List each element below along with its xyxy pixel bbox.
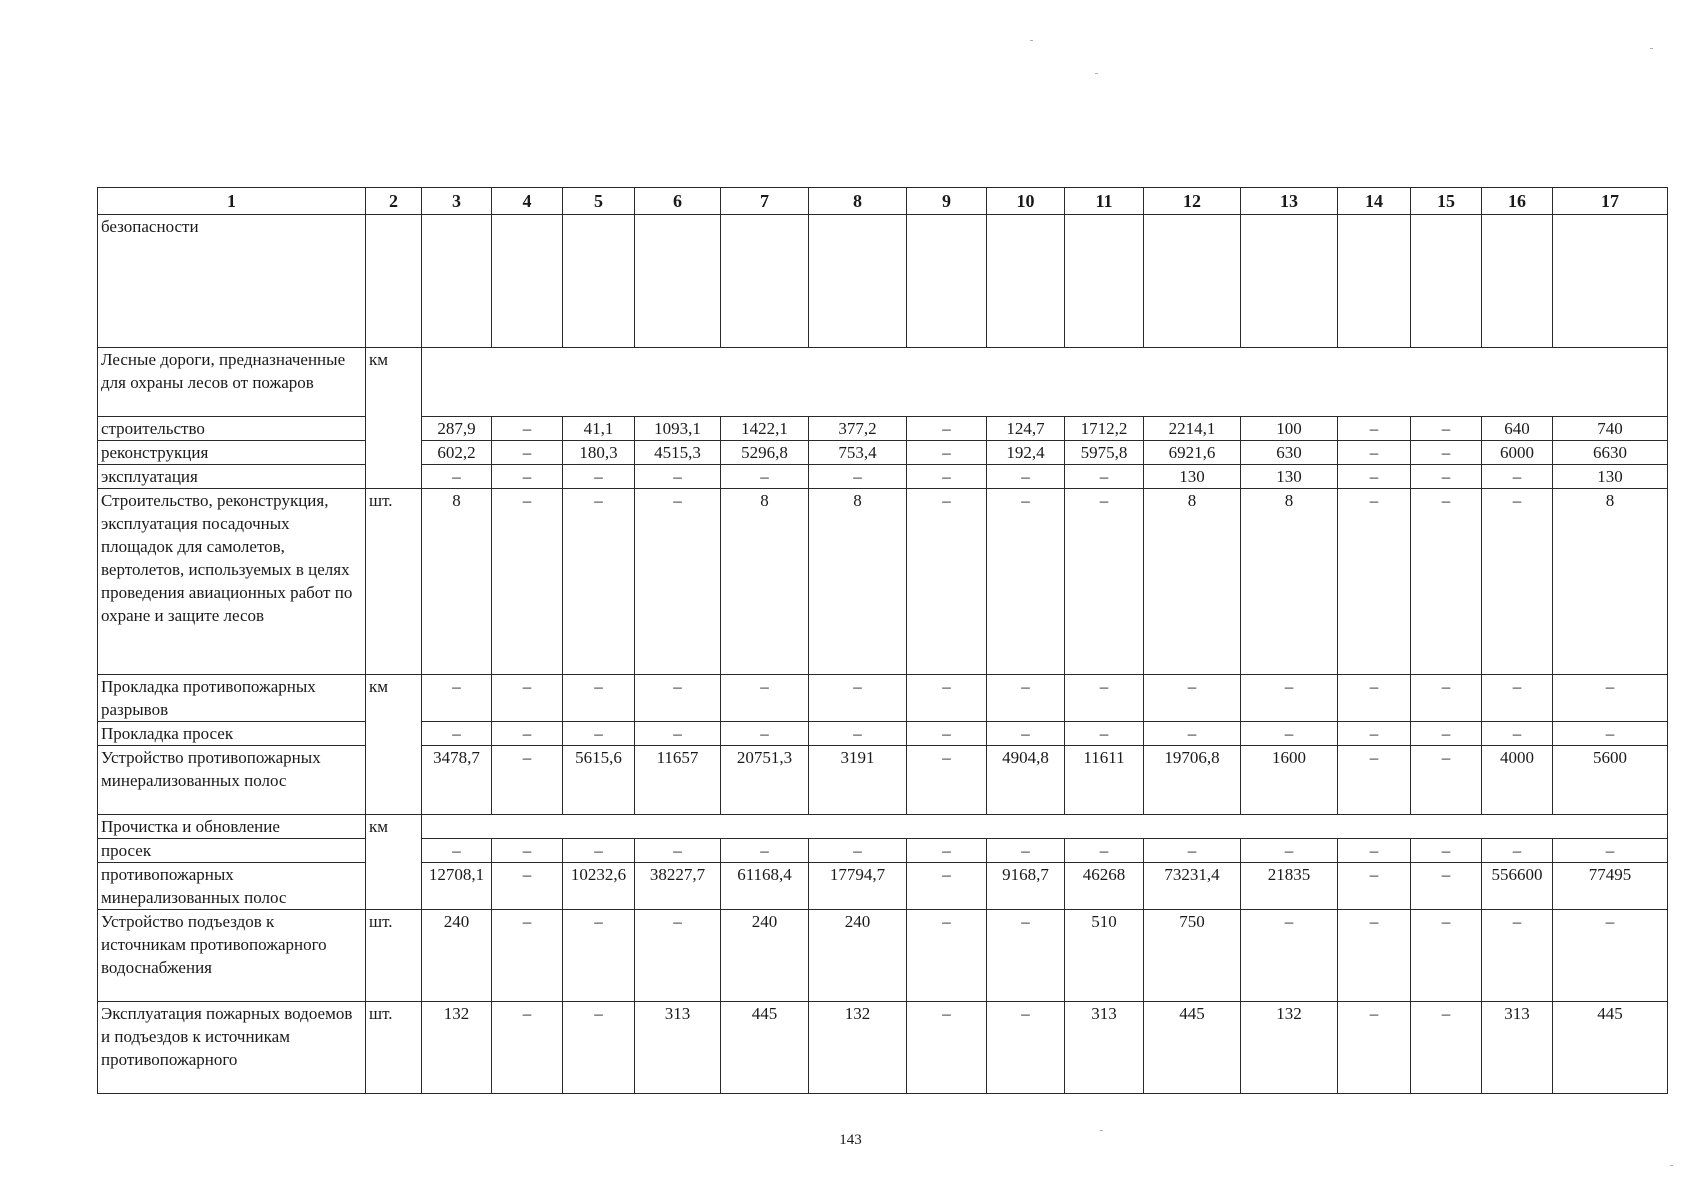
value-cell: – xyxy=(1338,722,1411,746)
row-label: реконструкция xyxy=(98,441,366,465)
value-cell: – xyxy=(1482,489,1553,675)
value-cell: – xyxy=(1482,722,1553,746)
table-row xyxy=(98,348,1668,417)
unit-cell: шт. xyxy=(366,910,422,1002)
value-cell: – xyxy=(1241,675,1338,722)
value-cell: 602,2 xyxy=(422,441,492,465)
unit-cell: шт. xyxy=(366,489,422,675)
value-cell: – xyxy=(492,465,563,489)
header-cell: 4 xyxy=(492,188,563,215)
value-cell: – xyxy=(1482,910,1553,1002)
value-cell: – xyxy=(987,489,1065,675)
value-cell: – xyxy=(987,910,1065,1002)
value-cell: – xyxy=(563,910,635,1002)
value-cell: – xyxy=(907,839,987,863)
value-cell: – xyxy=(1411,441,1482,465)
value-cell: 5296,8 xyxy=(721,441,809,465)
value-cell: – xyxy=(809,675,907,722)
value-cell: 124,7 xyxy=(987,417,1065,441)
value-cell: – xyxy=(422,839,492,863)
value-cell: – xyxy=(1553,675,1668,722)
value-cell: 8 xyxy=(809,489,907,675)
value-cell: – xyxy=(1411,839,1482,863)
table-row xyxy=(98,863,1668,910)
value-cell: – xyxy=(987,839,1065,863)
value-cell: – xyxy=(907,863,987,910)
header-cell: 14 xyxy=(1338,188,1411,215)
value-cell: 1712,2 xyxy=(1065,417,1144,441)
value-cell: – xyxy=(563,839,635,863)
value-cell: – xyxy=(907,675,987,722)
value-cell: – xyxy=(907,489,987,675)
value-cell: – xyxy=(1241,910,1338,1002)
row-label: безопасности xyxy=(98,215,366,348)
value-cell: – xyxy=(1411,910,1482,1002)
value-cell: 240 xyxy=(422,910,492,1002)
value-cell: – xyxy=(563,465,635,489)
value-cell: – xyxy=(1411,465,1482,489)
scan-speck xyxy=(1095,73,1098,74)
header-cell: 7 xyxy=(721,188,809,215)
value-cell: 8 xyxy=(1553,489,1668,675)
value-cell: – xyxy=(1338,489,1411,675)
value-cell: – xyxy=(1482,465,1553,489)
value-cell: 1422,1 xyxy=(721,417,809,441)
value-cell: 4904,8 xyxy=(987,746,1065,815)
value-cell: – xyxy=(1411,417,1482,441)
unit-cell: км xyxy=(366,815,422,910)
value-cell: 6921,6 xyxy=(1144,441,1241,465)
value-cell: 510 xyxy=(1065,910,1144,1002)
value-cell: 5975,8 xyxy=(1065,441,1144,465)
value-cell: 19706,8 xyxy=(1144,746,1241,815)
value-cell: – xyxy=(1065,839,1144,863)
value-cell: – xyxy=(1411,863,1482,910)
value-cell: 8 xyxy=(721,489,809,675)
value-cell: – xyxy=(1411,1002,1482,1094)
value-cell: – xyxy=(422,722,492,746)
value-cell: – xyxy=(1144,839,1241,863)
value-cell: 9168,7 xyxy=(987,863,1065,910)
table-row xyxy=(98,746,1668,815)
value-cell: 20751,3 xyxy=(721,746,809,815)
table-row xyxy=(98,675,1668,722)
table-row xyxy=(98,722,1668,746)
value-cell: – xyxy=(492,910,563,1002)
value-cell: – xyxy=(635,910,721,1002)
value-cell: – xyxy=(492,417,563,441)
value-cell: 130 xyxy=(1241,465,1338,489)
value-cell: 41,1 xyxy=(563,417,635,441)
table-row xyxy=(98,839,1668,863)
value-cell: – xyxy=(1338,746,1411,815)
unit-cell: км xyxy=(366,348,422,489)
value-cell: 21835 xyxy=(1241,863,1338,910)
value-cell: 753,4 xyxy=(809,441,907,465)
value-cell: – xyxy=(1065,675,1144,722)
value-cell: – xyxy=(907,1002,987,1094)
value-cell: – xyxy=(987,675,1065,722)
value-cell: 445 xyxy=(1553,1002,1668,1094)
value-cell: 46268 xyxy=(1065,863,1144,910)
value-cell: – xyxy=(635,465,721,489)
value-cell: – xyxy=(563,489,635,675)
value-cell: – xyxy=(422,675,492,722)
value-cell: – xyxy=(1065,489,1144,675)
value-cell: 38227,7 xyxy=(635,863,721,910)
header-cell: 16 xyxy=(1482,188,1553,215)
value-cell: – xyxy=(809,465,907,489)
value-cell: 6630 xyxy=(1553,441,1668,465)
row-label: Устройство подъездов к источникам противопожарного водоснабжения xyxy=(98,910,366,1002)
value-cell: 12708,1 xyxy=(422,863,492,910)
value-cell: 2214,1 xyxy=(1144,417,1241,441)
value-cell: 4000 xyxy=(1482,746,1553,815)
value-cell: 240 xyxy=(809,910,907,1002)
header-cell: 17 xyxy=(1553,188,1668,215)
header-cell: 2 xyxy=(366,188,422,215)
value-cell: – xyxy=(987,1002,1065,1094)
scan-speck xyxy=(1670,1165,1673,1166)
value-cell: – xyxy=(492,863,563,910)
value-cell: – xyxy=(1338,465,1411,489)
value-cell: 445 xyxy=(1144,1002,1241,1094)
value-cell: 130 xyxy=(1553,465,1668,489)
value-cell: 77495 xyxy=(1553,863,1668,910)
value-cell: – xyxy=(563,675,635,722)
row-label: Прочистка и обновление xyxy=(98,815,366,839)
value-cell: – xyxy=(809,722,907,746)
value-cell: 313 xyxy=(1482,1002,1553,1094)
row-label: Прокладка просек xyxy=(98,722,366,746)
value-cell: – xyxy=(1241,839,1338,863)
value-cell: – xyxy=(1144,722,1241,746)
value-cell: – xyxy=(1553,722,1668,746)
value-cell: – xyxy=(721,839,809,863)
value-cell: – xyxy=(907,417,987,441)
header-cell: 3 xyxy=(422,188,492,215)
unit-cell: км xyxy=(366,675,422,815)
value-cell: 240 xyxy=(721,910,809,1002)
value-cell: 4515,3 xyxy=(635,441,721,465)
value-cell: – xyxy=(907,441,987,465)
row-label: Строительство, реконструкция, эксплуатация посадочных площадок для самолетов, вертолетов, используемых в целях проведения авиационных работ по охране и защите лесов xyxy=(98,489,366,675)
value-cell: 313 xyxy=(635,1002,721,1094)
row-label: просек xyxy=(98,839,366,863)
value-cell: – xyxy=(1338,675,1411,722)
table-row xyxy=(98,417,1668,441)
row-label: Эксплуатация пожарных водоемов и подъездов к источникам противопожарного xyxy=(98,1002,366,1094)
value-cell: – xyxy=(635,489,721,675)
value-cell: 132 xyxy=(422,1002,492,1094)
value-cell: 180,3 xyxy=(563,441,635,465)
value-cell: – xyxy=(563,722,635,746)
value-cell: 100 xyxy=(1241,417,1338,441)
value-cell: – xyxy=(1338,441,1411,465)
value-cell: 73231,4 xyxy=(1144,863,1241,910)
value-cell: 130 xyxy=(1144,465,1241,489)
value-cell: – xyxy=(1411,746,1482,815)
header-row xyxy=(98,188,1668,215)
value-cell: – xyxy=(1553,839,1668,863)
value-cell: 630 xyxy=(1241,441,1338,465)
value-cell: – xyxy=(1411,722,1482,746)
table-row xyxy=(98,489,1668,675)
value-cell: 61168,4 xyxy=(721,863,809,910)
table-row xyxy=(98,215,1668,348)
table-row xyxy=(98,910,1668,1002)
value-cell: – xyxy=(563,1002,635,1094)
value-cell: – xyxy=(721,675,809,722)
header-cell: 9 xyxy=(907,188,987,215)
value-cell: – xyxy=(907,722,987,746)
header-cell: 5 xyxy=(563,188,635,215)
value-cell: 740 xyxy=(1553,417,1668,441)
value-cell: – xyxy=(1065,722,1144,746)
value-cell: – xyxy=(1411,675,1482,722)
value-cell: – xyxy=(1338,863,1411,910)
value-cell: – xyxy=(422,465,492,489)
row-label: Устройство противопожарных минерализованных полос xyxy=(98,746,366,815)
value-cell: – xyxy=(492,839,563,863)
value-cell: – xyxy=(1338,417,1411,441)
value-cell: – xyxy=(1338,910,1411,1002)
row-label: эксплуатация xyxy=(98,465,366,489)
row-label: противопожарных минерализованных полос xyxy=(98,863,366,910)
value-cell: 445 xyxy=(721,1002,809,1094)
value-cell: – xyxy=(492,441,563,465)
value-cell: 1093,1 xyxy=(635,417,721,441)
value-cell: 10232,6 xyxy=(563,863,635,910)
header-cell: 1 xyxy=(98,188,366,215)
value-cell: 1600 xyxy=(1241,746,1338,815)
table-row xyxy=(98,465,1668,489)
value-cell: – xyxy=(1482,675,1553,722)
value-cell: 556600 xyxy=(1482,863,1553,910)
value-cell: – xyxy=(1241,722,1338,746)
value-cell: 3191 xyxy=(809,746,907,815)
row-label: строительство xyxy=(98,417,366,441)
value-cell: – xyxy=(1411,489,1482,675)
value-cell: – xyxy=(635,675,721,722)
value-cell: – xyxy=(1338,1002,1411,1094)
value-cell: 750 xyxy=(1144,910,1241,1002)
value-cell: 5600 xyxy=(1553,746,1668,815)
forest-fire-measures-table xyxy=(97,187,1668,1094)
value-cell: – xyxy=(907,910,987,1002)
value-cell: – xyxy=(492,1002,563,1094)
value-cell: 8 xyxy=(422,489,492,675)
value-cell: 3478,7 xyxy=(422,746,492,815)
value-cell: – xyxy=(492,722,563,746)
row-label: Лесные дороги, предназначенные для охраны лесов от пожаров xyxy=(98,348,366,417)
value-cell: 8 xyxy=(1241,489,1338,675)
table-row xyxy=(98,1002,1668,1094)
scan-speck xyxy=(1030,40,1033,41)
value-cell: 6000 xyxy=(1482,441,1553,465)
value-cell: – xyxy=(987,465,1065,489)
value-cell: – xyxy=(809,839,907,863)
value-cell: – xyxy=(492,489,563,675)
value-cell: – xyxy=(635,839,721,863)
header-cell: 6 xyxy=(635,188,721,215)
value-cell: – xyxy=(1338,839,1411,863)
value-cell: – xyxy=(1482,839,1553,863)
value-cell: – xyxy=(1065,465,1144,489)
header-cell: 15 xyxy=(1411,188,1482,215)
value-cell: 11657 xyxy=(635,746,721,815)
value-cell: – xyxy=(721,465,809,489)
value-cell: 8 xyxy=(1144,489,1241,675)
value-cell: 132 xyxy=(809,1002,907,1094)
table-row xyxy=(98,815,1668,839)
value-cell: – xyxy=(1553,910,1668,1002)
header-cell: 8 xyxy=(809,188,907,215)
value-cell: 5615,6 xyxy=(563,746,635,815)
value-cell: – xyxy=(987,722,1065,746)
value-cell: – xyxy=(635,722,721,746)
value-cell: 313 xyxy=(1065,1002,1144,1094)
header-cell: 10 xyxy=(987,188,1065,215)
scan-speck xyxy=(1650,48,1653,49)
value-cell: – xyxy=(492,746,563,815)
value-cell: 377,2 xyxy=(809,417,907,441)
value-cell: – xyxy=(1144,675,1241,722)
header-cell: 11 xyxy=(1065,188,1144,215)
value-cell: – xyxy=(907,465,987,489)
page-number: 143 xyxy=(839,1132,862,1148)
value-cell: 192,4 xyxy=(987,441,1065,465)
value-cell: 640 xyxy=(1482,417,1553,441)
header-cell: 12 xyxy=(1144,188,1241,215)
value-cell: 132 xyxy=(1241,1002,1338,1094)
value-cell: – xyxy=(907,746,987,815)
value-cell: 11611 xyxy=(1065,746,1144,815)
value-cell: 17794,7 xyxy=(809,863,907,910)
value-cell: – xyxy=(492,675,563,722)
table-row xyxy=(98,441,1668,465)
row-label: Прокладка противопожарных разрывов xyxy=(98,675,366,722)
unit-cell: шт. xyxy=(366,1002,422,1094)
value-cell: – xyxy=(721,722,809,746)
scan-speck xyxy=(1100,1130,1103,1131)
value-cell: 287,9 xyxy=(422,417,492,441)
header-cell: 13 xyxy=(1241,188,1338,215)
